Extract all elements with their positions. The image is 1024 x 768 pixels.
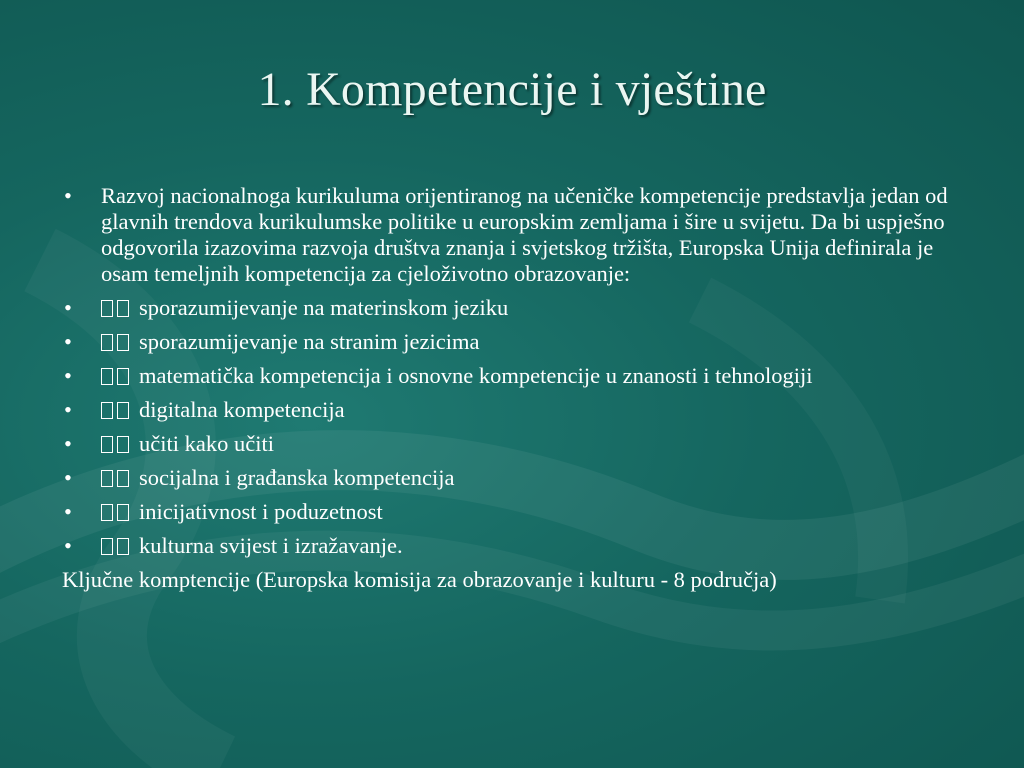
bullet-icon: • (64, 499, 72, 524)
bullet-icon: • (64, 183, 72, 208)
slide-title: 1. Kompetencije i vještine (257, 63, 767, 116)
bullet-icon: • (64, 533, 72, 558)
list-item (62, 295, 972, 321)
missing-glyph-icon (101, 397, 133, 423)
bullet-icon: • (64, 363, 72, 388)
list-item (62, 465, 972, 491)
bullet-icon: • (64, 431, 72, 456)
list-item-text: učiti kako učiti (139, 431, 274, 456)
missing-glyph-icon (101, 533, 133, 559)
bullet-list (62, 183, 972, 559)
missing-glyph-icon (101, 465, 133, 491)
list-item (62, 397, 972, 423)
list-item-text: kulturna svijest i izražavanje. (139, 533, 403, 558)
missing-glyph-icon (101, 363, 133, 389)
slide-body (62, 183, 972, 593)
list-item-text: matematička kompetencija i osnovne kompetencije u znanosti i tehnologiji (139, 363, 813, 388)
list-item-text: inicijativnost i poduzetnost (139, 499, 383, 524)
footer-note: Ključne komptencije (Europska komisija za obrazovanje i kulturu - 8 područja) (62, 567, 777, 592)
list-item-text: digitalna kompetencija (139, 397, 345, 422)
intro-text: Razvoj nacionalnoga kurikuluma orijentiranog na učeničke kompetencije predstavlja jedan od glavnih trendova kurikulumske politike u europskim zemljama i šire u svijetu. Da bi uspješno odgovorila izazovima razvoja društva znanja i svjetskog tržišta, Europska Unija definirala je osam temeljnih kompetencija za cjeloživotno obrazovanje: (101, 183, 948, 286)
missing-glyph-icon (101, 431, 133, 457)
list-item-text: sporazumijevanje na materinskom jeziku (139, 295, 509, 320)
list-item-text: socijalna i građanska kompetencija (139, 465, 455, 490)
missing-glyph-icon (101, 499, 133, 525)
missing-glyph-icon (101, 329, 133, 355)
list-item-text: sporazumijevanje na stranim jezicima (139, 329, 480, 354)
bullet-icon: • (64, 397, 72, 422)
bullet-icon: • (64, 465, 72, 490)
list-item (62, 183, 972, 287)
bullet-icon: • (64, 329, 72, 354)
missing-glyph-icon (101, 295, 133, 321)
list-item (62, 431, 972, 457)
list-item (62, 533, 972, 559)
list-item (62, 363, 972, 389)
list-item (62, 499, 972, 525)
bullet-icon: • (64, 295, 72, 320)
list-item (62, 329, 972, 355)
